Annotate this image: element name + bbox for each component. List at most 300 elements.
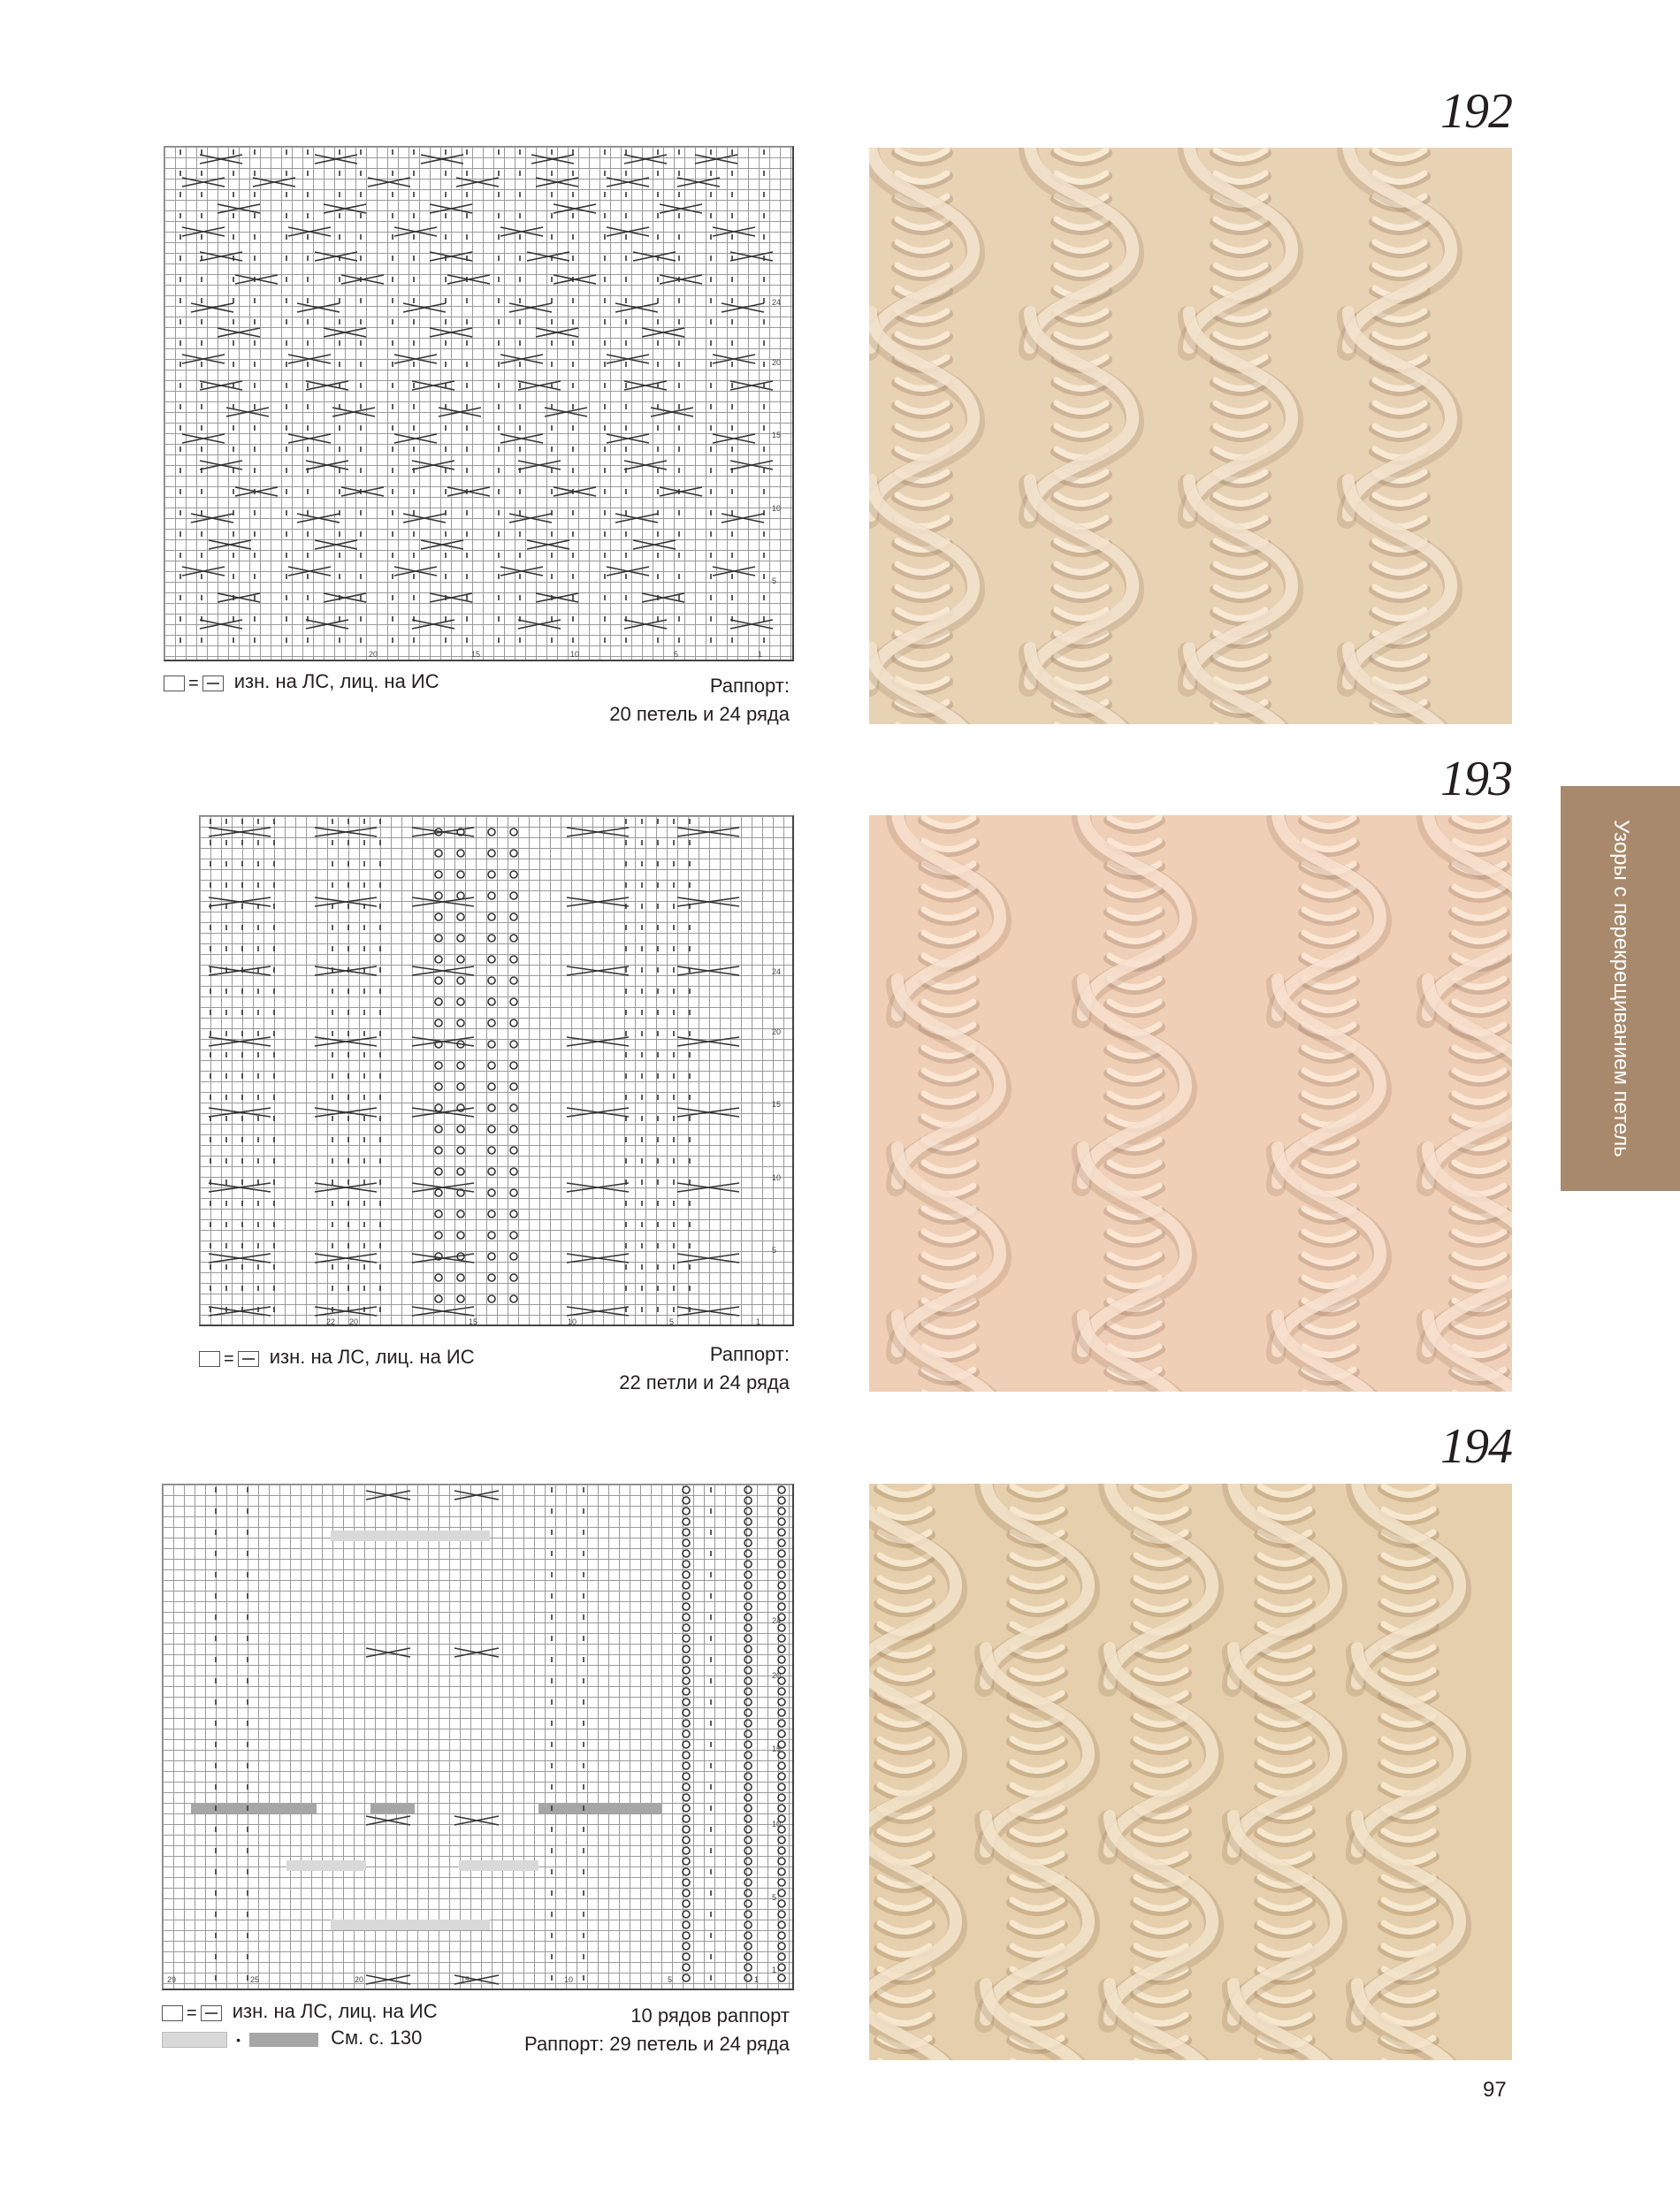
col-num: 5 bbox=[669, 1317, 675, 1326]
col-num: 10 bbox=[570, 650, 580, 659]
pattern-number-192: 192 bbox=[1440, 84, 1512, 139]
twisted-stitch-symbol bbox=[683, 1688, 690, 1695]
twisted-stitch-symbol bbox=[683, 1868, 690, 1875]
cable-cross-symbol bbox=[713, 227, 755, 236]
rapport-note: 10 рядов раппорт bbox=[630, 2004, 790, 2027]
cable-cross-symbol bbox=[209, 1108, 271, 1117]
cable-cross-symbol bbox=[500, 227, 543, 236]
page-number: 97 bbox=[1483, 2078, 1507, 2102]
cable-cross-symbol bbox=[713, 434, 755, 443]
yarn-over-symbol bbox=[435, 1295, 442, 1302]
cable-cross-symbol bbox=[218, 593, 260, 602]
yarn-over-symbol bbox=[435, 850, 442, 857]
twisted-stitch-symbol bbox=[683, 1752, 690, 1759]
twisted-stitch-symbol bbox=[745, 1943, 752, 1950]
legend-text: изн. на ЛС, лиц. на ИС bbox=[232, 2000, 438, 2022]
yarn-over-symbol bbox=[510, 935, 517, 942]
yarn-over-symbol bbox=[457, 1019, 464, 1027]
rapport-193 bbox=[619, 1340, 790, 1397]
cable-cross-symbol bbox=[677, 897, 739, 906]
twisted-stitch-symbol bbox=[745, 1911, 752, 1918]
twisted-stitch-symbol bbox=[745, 1603, 752, 1610]
cable-cross-symbol bbox=[394, 227, 437, 236]
yarn-over-symbol bbox=[510, 977, 517, 984]
yarn-over-symbol bbox=[510, 1041, 517, 1048]
yarn-over-symbol bbox=[488, 1168, 495, 1175]
yarn-over-symbol bbox=[488, 1147, 495, 1154]
yarn-over-symbol bbox=[510, 1168, 517, 1175]
cable-cross-symbol bbox=[567, 966, 629, 975]
twisted-stitch-symbol bbox=[683, 1879, 690, 1886]
yarn-over-symbol bbox=[488, 871, 495, 878]
cable-cross-symbol bbox=[403, 514, 446, 523]
twisted-stitch-symbol bbox=[683, 1582, 690, 1589]
yarn-over-symbol bbox=[488, 1126, 495, 1133]
cable-cross-symbol bbox=[642, 593, 684, 602]
cable-cross-symbol bbox=[288, 355, 331, 363]
yarn-over-symbol bbox=[435, 998, 442, 1005]
row-num: 1 bbox=[772, 1966, 777, 1974]
cable-cross-symbol bbox=[315, 1254, 377, 1263]
twisted-stitch-symbol bbox=[745, 1815, 752, 1822]
col-num: 10 bbox=[564, 1975, 574, 1984]
twisted-stitch-symbol bbox=[745, 1836, 752, 1844]
gray-cell-band bbox=[191, 1803, 317, 1813]
twisted-stitch-symbol bbox=[745, 1486, 752, 1493]
cable-cross-symbol bbox=[713, 355, 755, 363]
rapport-value: Раппорт: 29 петель и 24 ряда bbox=[524, 2033, 790, 2055]
col-num: 29 bbox=[167, 1975, 177, 1984]
cable-cross-symbol bbox=[412, 1307, 474, 1316]
legend-194 bbox=[162, 2000, 438, 2051]
cable-cross-symbol bbox=[430, 328, 472, 337]
gray-cell-band bbox=[459, 1860, 538, 1871]
cable-cross-symbol bbox=[722, 303, 764, 312]
twisted-stitch-symbol bbox=[683, 1762, 690, 1769]
cable-cross-symbol bbox=[412, 1183, 474, 1192]
twisted-stitch-symbol bbox=[745, 1773, 752, 1780]
twisted-stitch-symbol bbox=[745, 1645, 752, 1653]
cable-cross-symbol bbox=[677, 966, 739, 975]
yarn-over-symbol bbox=[510, 1295, 517, 1302]
rapport-192 bbox=[609, 672, 790, 729]
twisted-stitch-symbol bbox=[745, 1624, 752, 1631]
yarn-over-symbol bbox=[435, 1147, 442, 1154]
cable-cross-symbol bbox=[182, 355, 225, 363]
twisted-stitch-symbol bbox=[683, 1805, 690, 1812]
row-num: 20 bbox=[772, 358, 782, 367]
yarn-over-symbol bbox=[457, 1210, 464, 1218]
cable-cross-symbol bbox=[677, 1037, 739, 1046]
twisted-stitch-symbol bbox=[745, 1964, 752, 1971]
cable-cross-symbol bbox=[527, 252, 569, 261]
cable-cross-symbol bbox=[430, 204, 472, 213]
yarn-over-symbol bbox=[457, 1083, 464, 1090]
twisted-stitch-symbol bbox=[683, 1656, 690, 1663]
yarn-over-symbol bbox=[510, 1104, 517, 1111]
twisted-stitch-symbol bbox=[745, 1730, 752, 1737]
yarn-over-symbol bbox=[488, 892, 495, 899]
yarn-over-symbol bbox=[457, 1147, 464, 1154]
col-num: 15 bbox=[471, 650, 481, 659]
cable-cross-symbol bbox=[182, 434, 225, 443]
twisted-stitch-symbol bbox=[745, 1699, 752, 1706]
yarn-over-symbol bbox=[510, 1232, 517, 1239]
col-num: 5 bbox=[674, 650, 679, 659]
cable-cross-symbol bbox=[366, 1491, 410, 1500]
cable-cross-symbol bbox=[315, 252, 357, 261]
col-num: 1 bbox=[756, 1317, 761, 1326]
legend-text-2: См. с. 130 bbox=[331, 2026, 423, 2049]
yarn-over-symbol bbox=[457, 998, 464, 1005]
cable-cross-symbol bbox=[660, 275, 702, 284]
cable-cross-symbol bbox=[209, 897, 271, 906]
twisted-stitch-symbol bbox=[683, 1730, 690, 1737]
yarn-over-symbol bbox=[510, 1274, 517, 1281]
cable-cross-symbol bbox=[624, 461, 667, 470]
col-num: 1 bbox=[754, 1975, 760, 1984]
twisted-stitch-symbol bbox=[683, 1953, 690, 1960]
cable-cross-symbol bbox=[536, 178, 578, 187]
cable-cross-symbol bbox=[554, 204, 596, 213]
cable-cross-symbol bbox=[209, 1254, 271, 1263]
cable-cross-symbol bbox=[554, 275, 596, 284]
knit-texture-192 bbox=[869, 148, 1512, 724]
cable-cross-symbol bbox=[454, 1491, 499, 1500]
cable-cross-symbol bbox=[315, 1307, 377, 1316]
twisted-stitch-symbol bbox=[683, 1635, 690, 1642]
twisted-stitch-symbol bbox=[745, 1656, 752, 1663]
cable-cross-symbol bbox=[730, 252, 773, 261]
cable-cross-symbol bbox=[567, 1108, 629, 1117]
cable-cross-symbol bbox=[500, 434, 543, 443]
legend-symbol: = bbox=[164, 671, 224, 695]
cable-cross-symbol bbox=[297, 303, 340, 312]
cable-cross-symbol bbox=[288, 227, 331, 236]
gray-cell-band bbox=[286, 1860, 366, 1871]
chart-194-symbols bbox=[163, 1485, 792, 1989]
cable-cross-symbol bbox=[660, 487, 702, 496]
cable-cross-symbol bbox=[607, 355, 649, 363]
cable-cross-symbol bbox=[624, 620, 667, 629]
yarn-over-symbol bbox=[435, 1126, 442, 1133]
twisted-stitch-symbol bbox=[745, 1741, 752, 1748]
yarn-over-symbol bbox=[488, 913, 495, 920]
photo-193 bbox=[869, 815, 1512, 1392]
row-num: 5 bbox=[772, 1246, 777, 1255]
twisted-stitch-symbol bbox=[683, 1911, 690, 1918]
cable-cross-symbol bbox=[209, 828, 271, 836]
yarn-over-symbol bbox=[510, 1210, 517, 1218]
col-num: 20 bbox=[369, 650, 378, 659]
yarn-over-symbol bbox=[510, 871, 517, 878]
twisted-stitch-symbol bbox=[683, 1932, 690, 1939]
cable-cross-symbol bbox=[315, 155, 357, 164]
cable-cross-symbol bbox=[209, 1037, 271, 1046]
cable-cross-symbol bbox=[366, 1648, 410, 1657]
cable-cross-symbol bbox=[567, 1037, 629, 1046]
cable-cross-symbol bbox=[200, 252, 242, 261]
yarn-over-symbol bbox=[510, 1062, 517, 1069]
cable-cross-symbol bbox=[209, 540, 251, 549]
yarn-over-symbol bbox=[435, 1274, 442, 1281]
twisted-stitch-symbol bbox=[745, 1561, 752, 1568]
cable-cross-symbol bbox=[182, 227, 225, 236]
cable-cross-symbol bbox=[341, 275, 384, 284]
cable-cross-symbol bbox=[218, 328, 260, 337]
twisted-stitch-symbol bbox=[745, 1805, 752, 1812]
cable-cross-symbol bbox=[567, 828, 629, 836]
yarn-over-symbol bbox=[457, 1274, 464, 1281]
row-num: 10 bbox=[772, 504, 782, 513]
yarn-over-symbol bbox=[510, 913, 517, 920]
twisted-stitch-symbol bbox=[745, 1529, 752, 1536]
cable-cross-symbol bbox=[531, 155, 574, 164]
row-num: 20 bbox=[772, 1027, 782, 1036]
col-num: 22 bbox=[326, 1317, 336, 1326]
twisted-stitch-symbol bbox=[683, 1624, 690, 1631]
yarn-over-symbol bbox=[457, 1062, 464, 1069]
yarn-over-symbol bbox=[435, 1104, 442, 1111]
row-num: 15 bbox=[772, 431, 782, 439]
twisted-stitch-symbol bbox=[683, 1836, 690, 1844]
cable-cross-symbol bbox=[412, 897, 474, 906]
yarn-over-symbol bbox=[510, 850, 517, 857]
cable-cross-symbol bbox=[412, 381, 454, 390]
twisted-stitch-symbol bbox=[683, 1592, 690, 1599]
yarn-over-symbol bbox=[457, 935, 464, 942]
legend-symbol: = bbox=[162, 2001, 222, 2025]
yarn-over-symbol bbox=[488, 1189, 495, 1196]
cable-cross-symbol bbox=[624, 155, 667, 164]
chart-194-col-numbers bbox=[162, 1975, 791, 1986]
cable-cross-symbol bbox=[315, 1183, 377, 1192]
row-num: 15 bbox=[772, 1100, 782, 1109]
twisted-stitch-symbol bbox=[745, 1709, 752, 1716]
yarn-over-symbol bbox=[457, 892, 464, 899]
yarn-over-symbol bbox=[435, 956, 442, 963]
cable-cross-symbol bbox=[607, 434, 649, 443]
gray-cell-band bbox=[370, 1803, 415, 1813]
twisted-stitch-symbol bbox=[683, 1815, 690, 1822]
twisted-stitch-symbol bbox=[745, 1858, 752, 1865]
cable-cross-symbol bbox=[554, 487, 596, 496]
yarn-over-symbol bbox=[488, 1083, 495, 1090]
twisted-stitch-symbol bbox=[745, 1879, 752, 1886]
twisted-stitch-symbol bbox=[683, 1508, 690, 1515]
yarn-over-symbol bbox=[435, 913, 442, 920]
yarn-over-symbol bbox=[435, 1019, 442, 1027]
cable-cross-symbol bbox=[660, 204, 702, 213]
cable-cross-symbol bbox=[412, 966, 474, 975]
cable-cross-symbol bbox=[200, 620, 242, 629]
cable-cross-symbol bbox=[536, 328, 578, 337]
yarn-over-symbol bbox=[510, 998, 517, 1005]
cable-cross-symbol bbox=[341, 487, 384, 496]
chart-194-row-numbers bbox=[772, 1484, 790, 1988]
yarn-over-symbol bbox=[435, 1210, 442, 1218]
cable-cross-symbol bbox=[324, 593, 366, 602]
yarn-over-symbol bbox=[488, 1104, 495, 1111]
cable-cross-symbol bbox=[615, 514, 658, 523]
cable-cross-symbol bbox=[730, 620, 773, 629]
cable-cross-symbol bbox=[394, 355, 437, 363]
twisted-stitch-symbol bbox=[745, 1518, 752, 1525]
yarn-over-symbol bbox=[435, 935, 442, 942]
cable-cross-symbol bbox=[454, 1648, 499, 1657]
cable-cross-symbol bbox=[730, 461, 773, 470]
cable-cross-symbol bbox=[200, 155, 242, 164]
cable-cross-symbol bbox=[695, 155, 737, 164]
yarn-over-symbol bbox=[435, 1232, 442, 1239]
cable-cross-symbol bbox=[235, 275, 278, 284]
yarn-over-symbol bbox=[510, 1126, 517, 1133]
row-num: 5 bbox=[772, 1893, 777, 1902]
yarn-over-symbol bbox=[510, 892, 517, 899]
col-num: 5 bbox=[668, 1975, 673, 1984]
yarn-over-symbol bbox=[510, 828, 517, 836]
row-num: 24 bbox=[772, 967, 782, 976]
cable-cross-symbol bbox=[368, 178, 410, 187]
twisted-stitch-symbol bbox=[683, 1518, 690, 1525]
legend-text: изн. на ЛС, лиц. на ИС bbox=[233, 670, 439, 692]
chart-192-row-numbers bbox=[772, 146, 790, 659]
cable-cross-symbol bbox=[567, 1307, 629, 1316]
cable-cross-symbol bbox=[306, 461, 348, 470]
cable-cross-symbol bbox=[306, 381, 348, 390]
col-num: 25 bbox=[250, 1975, 260, 1984]
twisted-stitch-symbol bbox=[683, 1741, 690, 1748]
twisted-stitch-symbol bbox=[683, 1826, 690, 1833]
cable-cross-symbol bbox=[394, 434, 437, 443]
twisted-stitch-symbol bbox=[683, 1720, 690, 1727]
twisted-stitch-symbol bbox=[683, 1561, 690, 1568]
row-num: 10 bbox=[772, 1820, 782, 1828]
yarn-over-symbol bbox=[488, 998, 495, 1005]
twisted-stitch-symbol bbox=[745, 1508, 752, 1515]
twisted-stitch-symbol bbox=[745, 1497, 752, 1504]
photo-192 bbox=[869, 148, 1512, 724]
cable-cross-symbol bbox=[567, 1183, 629, 1192]
cable-cross-symbol bbox=[713, 567, 755, 576]
rapport-label: Раппорт: bbox=[709, 675, 790, 697]
chart-193-col-numbers bbox=[199, 1317, 791, 1328]
chart-192 bbox=[164, 146, 794, 661]
yarn-over-symbol bbox=[488, 828, 495, 836]
yarn-over-symbol bbox=[435, 871, 442, 878]
chart-193-symbols bbox=[200, 816, 792, 1325]
chart-194 bbox=[162, 1484, 794, 1990]
yarn-over-symbol bbox=[457, 1232, 464, 1239]
pattern-number-194: 194 bbox=[1440, 1419, 1512, 1474]
twisted-stitch-symbol bbox=[745, 1826, 752, 1833]
cable-cross-symbol bbox=[447, 275, 490, 284]
twisted-stitch-symbol bbox=[683, 1486, 690, 1493]
rapport-label: Раппорт: bbox=[709, 1343, 790, 1365]
yarn-over-symbol bbox=[488, 1019, 495, 1027]
cable-cross-symbol bbox=[403, 303, 446, 312]
twisted-stitch-symbol bbox=[683, 1783, 690, 1790]
cable-cross-symbol bbox=[315, 1108, 377, 1117]
section-tab-label: Узоры с перекрещиванием петель bbox=[1608, 820, 1633, 1157]
cable-cross-symbol bbox=[430, 593, 472, 602]
twisted-stitch-symbol bbox=[683, 1667, 690, 1674]
yarn-over-symbol bbox=[488, 935, 495, 942]
yarn-over-symbol bbox=[488, 956, 495, 963]
cable-cross-symbol bbox=[209, 966, 271, 975]
knit-texture-194 bbox=[869, 1484, 1512, 2060]
twisted-stitch-symbol bbox=[683, 1794, 690, 1801]
cable-cross-symbol bbox=[624, 381, 667, 390]
twisted-stitch-symbol bbox=[683, 1539, 690, 1546]
yarn-over-symbol bbox=[510, 956, 517, 963]
twisted-stitch-symbol bbox=[745, 1932, 752, 1939]
row-num: 5 bbox=[772, 576, 777, 585]
twisted-stitch-symbol bbox=[745, 1635, 752, 1642]
yarn-over-symbol bbox=[488, 1295, 495, 1302]
twisted-stitch-symbol bbox=[745, 1847, 752, 1854]
twisted-stitch-symbol bbox=[683, 1614, 690, 1621]
knit-texture-193 bbox=[869, 815, 1512, 1392]
cable-cross-symbol bbox=[518, 620, 561, 629]
gray-cell-band bbox=[538, 1803, 662, 1813]
col-num: 15 bbox=[461, 1975, 470, 1984]
twisted-stitch-symbol bbox=[683, 1943, 690, 1950]
cable-cross-symbol bbox=[209, 1183, 271, 1192]
cable-cross-symbol bbox=[253, 178, 295, 187]
col-num: 15 bbox=[469, 1317, 478, 1326]
cable-cross-symbol bbox=[518, 461, 561, 470]
twisted-stitch-symbol bbox=[683, 1497, 690, 1504]
twisted-stitch-symbol bbox=[683, 1847, 690, 1854]
gray-cell-band bbox=[331, 1531, 490, 1541]
twisted-stitch-symbol bbox=[745, 1953, 752, 1960]
cable-cross-symbol bbox=[677, 1254, 739, 1263]
cable-cross-symbol bbox=[394, 567, 437, 576]
chart-193 bbox=[199, 815, 794, 1326]
yarn-over-symbol bbox=[488, 1274, 495, 1281]
yarn-over-symbol bbox=[457, 1126, 464, 1133]
cable-cross-symbol bbox=[518, 381, 561, 390]
cable-cross-symbol bbox=[454, 1816, 499, 1825]
col-num: 1 bbox=[758, 650, 763, 659]
cable-cross-symbol bbox=[421, 540, 463, 549]
twisted-stitch-symbol bbox=[683, 1550, 690, 1557]
row-num: 20 bbox=[772, 1671, 782, 1680]
yarn-over-symbol bbox=[435, 1168, 442, 1175]
cable-cross-symbol bbox=[218, 204, 260, 213]
yarn-over-symbol bbox=[457, 1295, 464, 1302]
cable-cross-symbol bbox=[607, 567, 649, 576]
rapport-value: 22 петли и 24 ряда bbox=[619, 1371, 790, 1393]
cable-cross-symbol bbox=[677, 1183, 739, 1192]
twisted-stitch-symbol bbox=[745, 1677, 752, 1684]
cable-cross-symbol bbox=[315, 966, 377, 975]
yarn-over-symbol bbox=[435, 977, 442, 984]
gray-cell-band bbox=[331, 1920, 490, 1930]
twisted-stitch-symbol bbox=[745, 1752, 752, 1759]
cable-cross-symbol bbox=[366, 1816, 410, 1825]
twisted-stitch-symbol bbox=[683, 1645, 690, 1653]
twisted-stitch-symbol bbox=[683, 1921, 690, 1928]
cable-cross-symbol bbox=[677, 828, 739, 836]
twisted-stitch-symbol bbox=[683, 1677, 690, 1684]
cable-cross-symbol bbox=[324, 204, 366, 213]
twisted-stitch-symbol bbox=[683, 1699, 690, 1706]
yarn-over-symbol bbox=[488, 1041, 495, 1048]
yarn-over-symbol bbox=[488, 1253, 495, 1260]
yarn-over-symbol bbox=[435, 1062, 442, 1069]
